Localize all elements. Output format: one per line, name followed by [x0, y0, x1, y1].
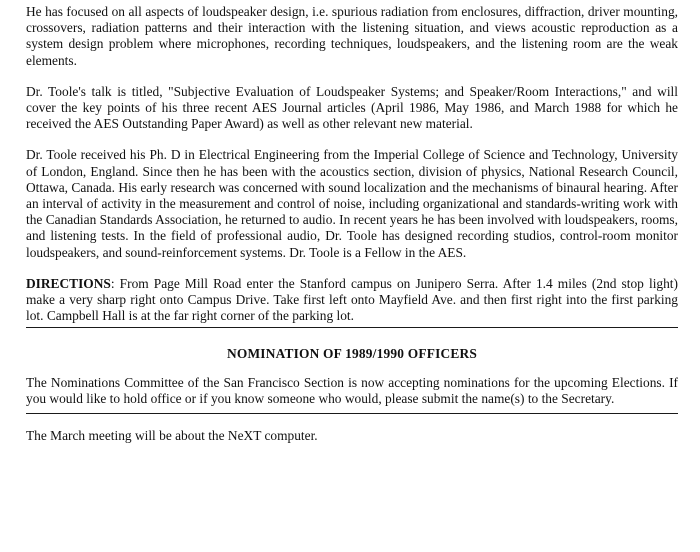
footer-note: The March meeting will be about the NeXT computer. [26, 428, 318, 444]
nomination-heading: NOMINATION OF 1989/1990 OFFICERS [226, 346, 478, 362]
directions-separator: : [110, 275, 120, 291]
directions-paragraph [26, 276, 678, 325]
nomination-paragraph: The Nominations Committee of the San Francisco Section is now accepting nominations for the upcoming Elections. If you would like to hold office or if you know someone who would, please submit the name(s) to the Secretary. [26, 374, 678, 406]
bio-paragraph: Dr. Toole received his Ph. D in Electrical Engineering from the Imperial College of Science and Technology, University of London, England. Since then he has been with the acoustics section, division of physics, National Research Council, Ottawa, Canada. His early research was concerned with sound localization and the mechanisms of binaural hearing. After an interval of activity in the measurement and control of noise, including organizational and standards-writing work with the Canadian Standards Association, he returned to audio. In recent years he has been involved with loudspeakers, rooms, and listening tests. In the field of professional audio, Dr. Toole has designed recording studios, control-room monitor loudspeakers, and sound-reinforcement systems. Dr. Toole is a Fellow in the AES. [26, 147, 678, 260]
directions-text: From Page Mill Road enter the Stanford campus on Junipero Serra. After 1.4 miles (2nd stop light) make a very sharp right onto Campus Drive. Take first left onto Mayfield Ave. and then first right into the first parking lot. Campbell Hall is at the far right corner of the parking lot. [26, 275, 678, 324]
newsletter-page [26, 4, 678, 444]
design-focus-paragraph: He has focused on all aspects of loudspeaker design, i.e. spurious radiation from enclosures, diffraction, driver mounting, crossovers, radiation patterns and their interaction with the listening situation, and views acoustic reproduction as a system design problem where microphones, recording techniques, loudspeakers, and the listening room are the weak elements. [26, 4, 678, 68]
talk-paragraph: Dr. Toole's talk is titled, "Subjective Evaluation of Loudspeaker Systems; and Speaker/Room Interactions," and will cover the key points of his three recent AES Journal articles (April 1986, May 1986, and March 1988 for which he received the AES Outstanding Paper Award) as well as other relevant new material. [26, 83, 678, 132]
divider-top [26, 327, 678, 328]
divider-bottom [26, 413, 678, 414]
directions-label: DIRECTIONS [26, 275, 111, 291]
